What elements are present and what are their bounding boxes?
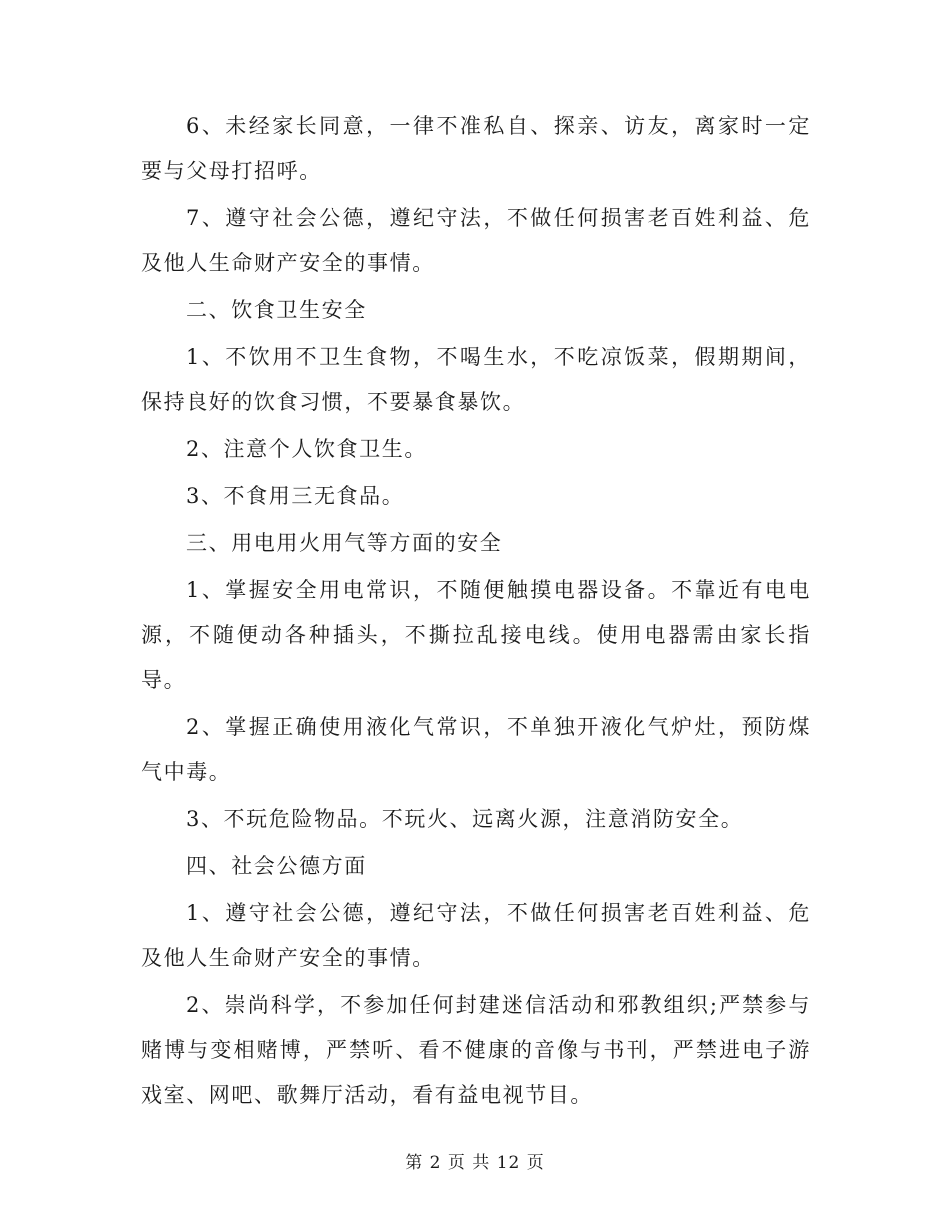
paragraph-food-1: 1、不饮用不卫生食物，不喝生水，不吃凉饭菜，假期期间，保持良好的饮食习惯，不要暴食暴饮。 xyxy=(141,345,811,414)
section-heading-electric-fire-gas: 三、用电用火用气等方面的安全 xyxy=(186,531,503,555)
section-heading-food-safety: 二、饮食卫生安全 xyxy=(186,298,367,322)
paragraph-food-3: 3、不食用三无食品。 xyxy=(186,484,405,508)
paragraph-item-6: 6、未经家长同意，一律不准私自、探亲、访友，离家时一定要与父母打招呼。 xyxy=(141,114,811,183)
paragraph-electric-3: 3、不玩危险物品。不玩火、远离火源，注意消防安全。 xyxy=(186,807,744,831)
paragraph-ethics-2: 2、崇尚科学，不参加任何封建迷信活动和邪教组织;严禁参与赌博与变相赌博，严禁听、看不健康的音像与书刊，严禁进电子游戏室、网吧、歌舞厅活动，看有益电视节目。 xyxy=(141,993,811,1107)
paragraph-electric-2: 2、掌握正确使用液化气常识，不单独开液化气炉灶，预防煤气中毒。 xyxy=(141,715,811,784)
paragraph-item-7: 7、遵守社会公德，遵纪守法，不做任何损害老百姓利益、危及他人生命财产安全的事情。 xyxy=(141,206,811,275)
page-number-footer: 第 2 页 共 12 页 xyxy=(405,1153,545,1173)
section-heading-social-ethics: 四、社会公德方面 xyxy=(186,854,367,878)
document-body xyxy=(141,104,811,1120)
paragraph-electric-1: 1、掌握安全用电常识，不随便触摸电器设备。不靠近有电电源，不随便动各种插头，不撕拉乱接电线。使用电器需由家长指导。 xyxy=(141,578,811,692)
paragraph-food-2: 2、注意个人饮食卫生。 xyxy=(186,437,427,461)
paragraph-ethics-1: 1、遵守社会公德，遵纪守法，不做任何损害老百姓利益、危及他人生命财产安全的事情。 xyxy=(141,901,811,970)
